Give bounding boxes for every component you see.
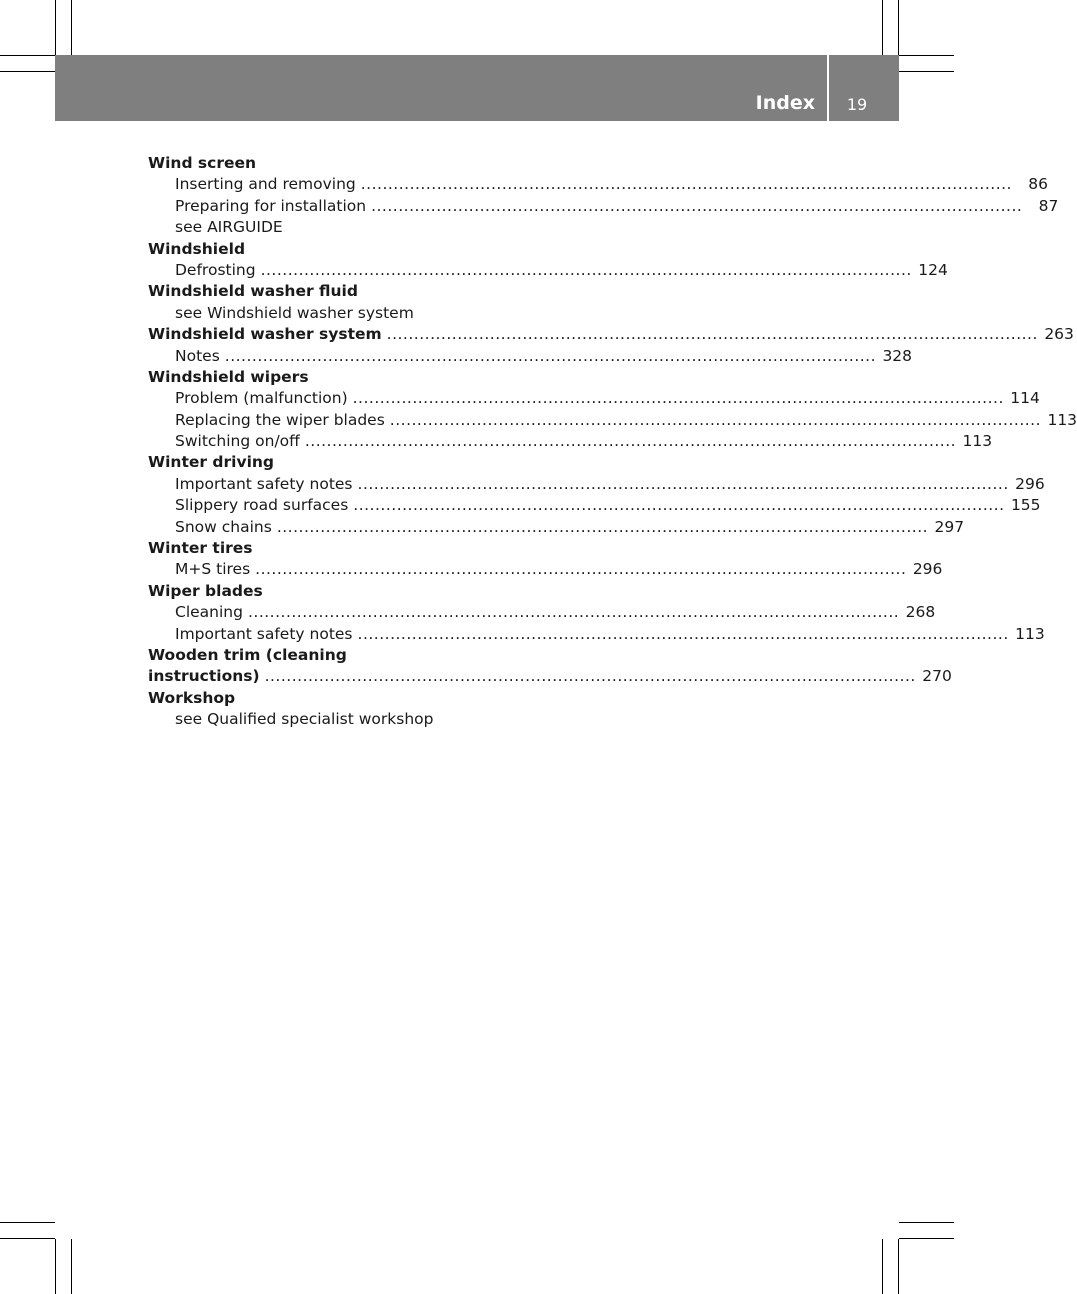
index-entry-page: 113 [1015, 624, 1045, 643]
index-entry-label: Wooden trim (cleaning [148, 645, 347, 664]
index-entry [148, 581, 477, 602]
crop-mark [55, 0, 56, 55]
dot-leader: ........................................................................................................................ [360, 175, 1012, 194]
index-entry-page: 268 [905, 603, 936, 622]
index-entry-label: Preparing for installation [175, 196, 367, 215]
index-entry [148, 239, 477, 260]
index-entry-page: 263 [1044, 325, 1074, 344]
index-entry-label: instructions) [148, 667, 260, 686]
dot-leader: ........................................................................................................................ [247, 603, 900, 622]
index-entry-label: Windshield washer fluid [148, 282, 358, 301]
crop-mark [0, 1238, 55, 1239]
index-entry-label: Cleaning [175, 603, 243, 622]
crop-mark [882, 1239, 883, 1294]
crop-mark [71, 1239, 72, 1294]
dot-leader: ........................................................................................................................ [260, 260, 912, 279]
dot-leader: ........................................................................................................................ [264, 667, 916, 686]
crop-mark [898, 1239, 899, 1294]
index-entry-label: Important safety notes [175, 474, 353, 493]
index-entry-label: Replacing the wiper blades [175, 410, 385, 429]
crop-mark [899, 71, 954, 72]
index-entry-page: 113 [1047, 410, 1077, 429]
index-entry-label: Snow chains [175, 517, 272, 536]
index-entry-label: M+S tires [175, 560, 251, 579]
index-entry-label: Windshield washer system [148, 325, 382, 344]
index-entry-label: Important safety notes [175, 624, 353, 643]
dot-leader: ........................................................................................................................ [304, 432, 957, 451]
index-entry [148, 666, 952, 687]
index-entry-label: Notes [175, 346, 220, 365]
index-entry-label: Workshop [148, 688, 236, 707]
crop-mark [0, 1222, 55, 1223]
index-entry [148, 624, 1045, 645]
index-entry-label: Winter tires [148, 539, 253, 558]
crop-mark [0, 71, 55, 72]
crop-mark [0, 55, 55, 56]
index-entry-label: Inserting and removing [175, 175, 356, 194]
crop-mark [71, 0, 72, 55]
index-entry-label: Winter driving [148, 453, 275, 472]
dot-leader: ........................................................................................................................ [255, 560, 907, 579]
index-entry-page: 87 [1038, 196, 1059, 215]
index-entry [148, 281, 477, 302]
index-entry [148, 346, 913, 367]
index-entry-page: 270 [922, 667, 952, 686]
index-entry [148, 709, 477, 730]
index-entry-page: 296 [912, 560, 943, 579]
crop-mark [55, 1239, 56, 1294]
index-entry-page: 155 [1010, 496, 1041, 515]
index-entry [148, 474, 1045, 495]
dot-leader: ........................................................................................................................ [389, 410, 1042, 429]
index-entry [148, 538, 477, 559]
index-entry-label: Windshield [148, 239, 246, 258]
index-entry [148, 517, 965, 538]
index-entry [148, 217, 477, 238]
index-entry [148, 559, 943, 580]
index-entry-label: Wind screen [148, 154, 257, 172]
index-entry-label: Windshield wipers [148, 367, 309, 386]
index-entry-label: Wiper blades [148, 581, 263, 600]
index-entry [148, 174, 1048, 195]
crop-mark [899, 1238, 954, 1239]
index-list [148, 153, 1077, 731]
section-title: Index [755, 92, 815, 114]
index-entry-page: 297 [934, 517, 965, 536]
index-entry [148, 367, 477, 388]
index-entry [148, 303, 477, 324]
dot-leader: ........................................................................................................................ [386, 325, 1038, 344]
index-entry [148, 645, 477, 666]
index-entry-label: Switching on/off [175, 432, 300, 451]
dot-leader: ........................................................................................................................ [357, 474, 1009, 493]
page-number: 19 [846, 95, 868, 114]
index-entry-label: Defrosting [175, 260, 256, 279]
crop-mark [898, 0, 899, 55]
index-entry-page: 114 [1010, 389, 1040, 408]
index-entry [148, 452, 477, 473]
index-entry [148, 495, 1041, 516]
index-entry-label: Problem (malfunction) [175, 389, 348, 408]
index-entry-page: 328 [882, 346, 913, 365]
crop-mark [899, 1222, 954, 1223]
dot-leader: ........................................................................................................................ [371, 196, 1023, 215]
index-entry [148, 324, 1074, 345]
dot-leader: ........................................................................................................................ [224, 346, 877, 365]
index-entry [148, 153, 477, 174]
index-entry [148, 431, 993, 452]
dot-leader: ........................................................................................................................ [353, 496, 1005, 515]
index-entry-label: Slippery road surfaces [175, 496, 349, 515]
index-entry-page: 86 [1028, 175, 1048, 194]
index-entry-page: 124 [918, 260, 948, 279]
index-entry [148, 196, 1059, 217]
crop-mark [899, 55, 954, 56]
index-entry [148, 388, 1040, 409]
dot-leader: ........................................................................................................................ [357, 624, 1009, 643]
index-entry [148, 602, 936, 623]
index-entry-label: see AIRGUIDE [175, 218, 283, 237]
index-entry [148, 688, 477, 709]
index-entry [148, 410, 1077, 431]
index-entry-page: 113 [962, 432, 993, 451]
index-entry-label: see Windshield washer system [175, 303, 414, 322]
index-entry-label: see Qualified specialist workshop [175, 710, 434, 729]
index-entry [148, 260, 948, 281]
crop-mark [882, 0, 883, 55]
index-entry-page: 296 [1015, 474, 1045, 493]
dot-leader: ........................................................................................................................ [352, 389, 1004, 408]
dot-leader: ........................................................................................................................ [276, 517, 929, 536]
